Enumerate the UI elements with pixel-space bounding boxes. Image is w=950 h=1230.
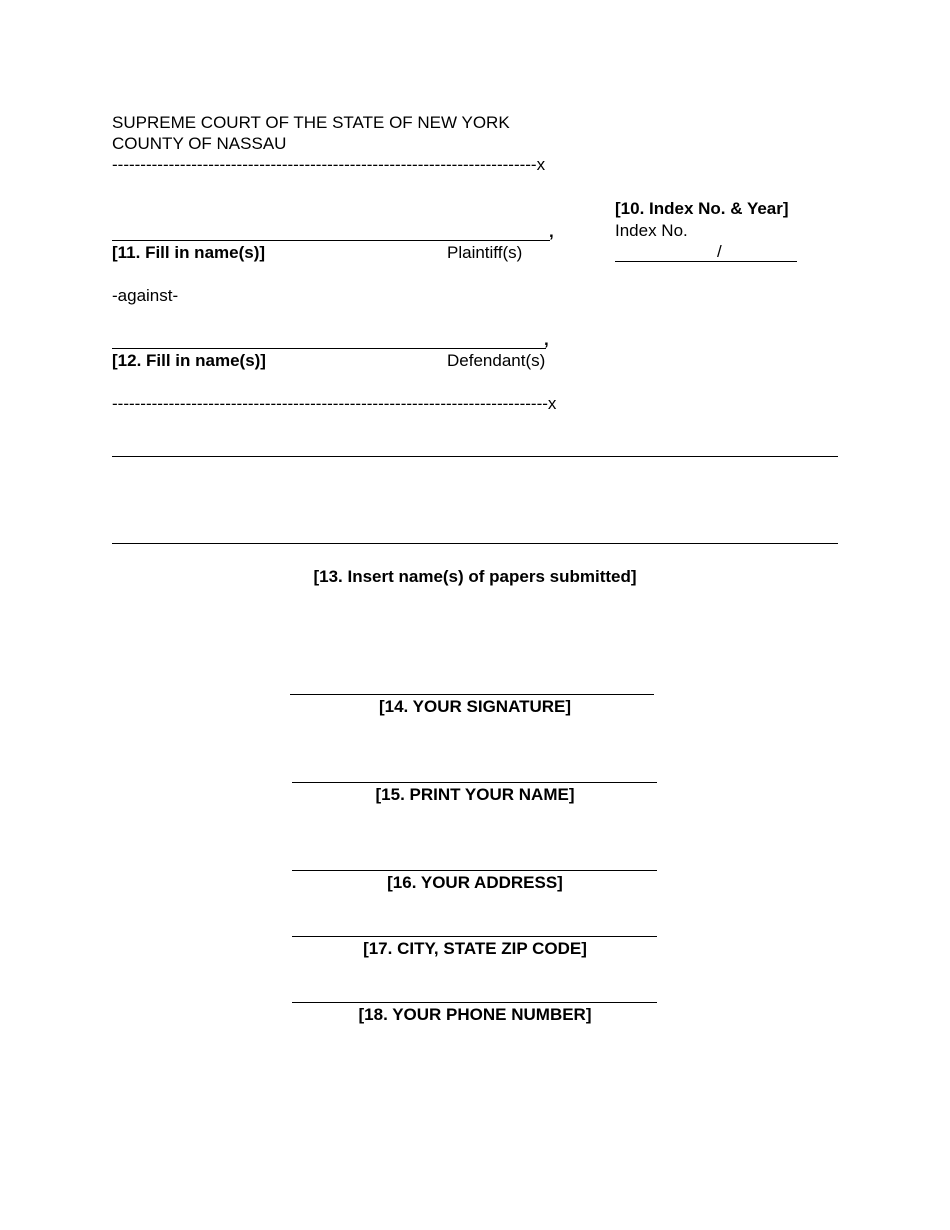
against-text: -against- [112,286,179,305]
plaintiff-comma: , [549,222,554,241]
address-field[interactable] [292,870,657,871]
index-label: Index No. [615,221,688,240]
plaintiff-name-field[interactable] [112,240,550,241]
address-label: [16. YOUR ADDRESS] [387,873,563,892]
phone-field[interactable] [292,1002,657,1003]
index-title: [10. Index No. & Year] [615,199,789,218]
court-name: SUPREME COURT OF THE STATE OF NEW YORK [112,113,510,132]
signature-label: [14. YOUR SIGNATURE] [378,697,572,716]
caption-top-dash-line: ---------------------------------------------------------------------------x [112,155,546,174]
signature-field[interactable] [290,694,654,695]
phone-label: [18. YOUR PHONE NUMBER] [358,1005,592,1024]
index-year-separator: / [717,242,722,261]
city-state-zip-field[interactable] [292,936,657,937]
county-name: COUNTY OF NASSAU [112,134,287,153]
papers-submitted-label: [13. Insert name(s) of papers submitted] [313,567,637,586]
plaintiff-name-label: [11. Fill in name(s)] [112,243,266,262]
print-name-label: [15. PRINT YOUR NAME] [375,785,575,804]
print-name-field[interactable] [292,782,657,783]
city-state-zip-label: [17. CITY, STATE ZIP CODE] [363,939,587,958]
defendant-name-field[interactable] [112,348,546,349]
defendant-name-label: [12. Fill in name(s)] [112,351,266,370]
papers-area-bottom-rule[interactable] [112,543,838,544]
index-number-field[interactable] [615,261,797,262]
defendant-comma: , [544,330,549,349]
defendant-role: Defendant(s) [447,351,546,370]
caption-bottom-dash-line: -----------------------------------------------------------------------------x [112,394,557,413]
papers-area-top-rule [112,456,838,457]
plaintiff-role: Plaintiff(s) [447,243,523,262]
